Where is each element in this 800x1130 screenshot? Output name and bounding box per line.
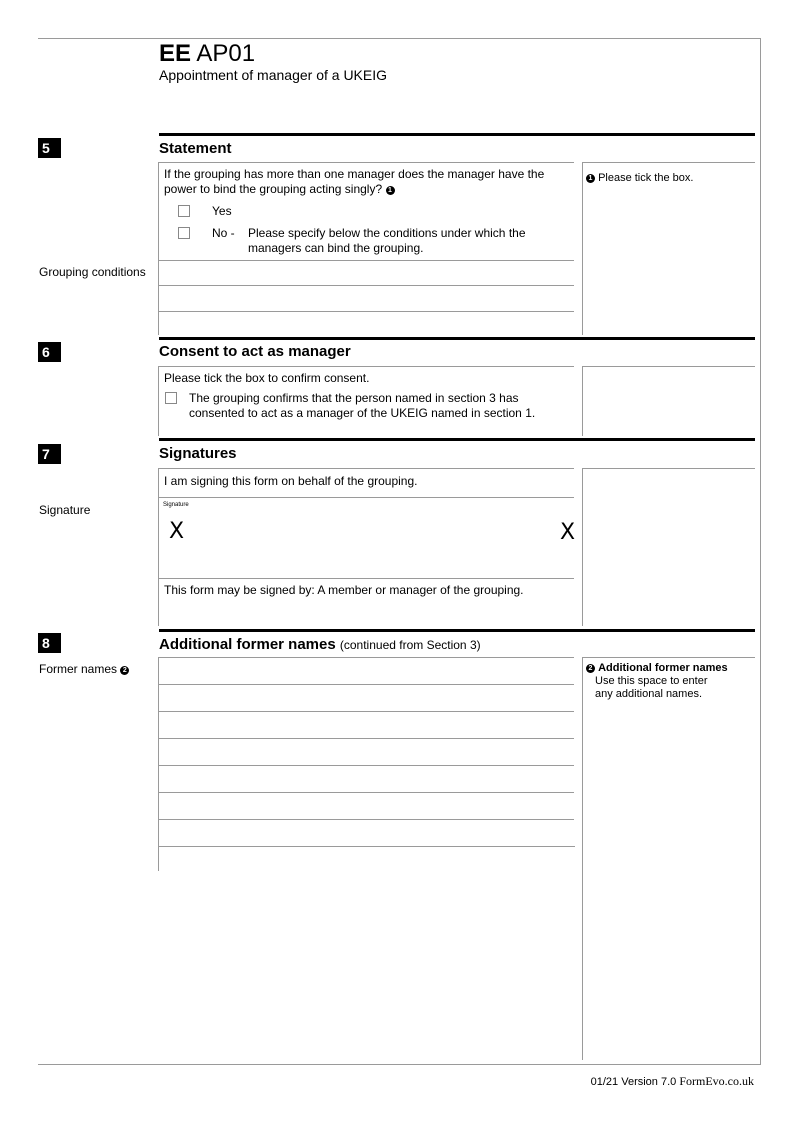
section5-note-rule <box>582 162 755 163</box>
form-code-number: AP01 <box>196 40 256 67</box>
section6-left-rule <box>158 366 159 436</box>
signed-by-text: This form may be signed by: A member or manager of the grouping. <box>164 583 524 597</box>
note-marker-icon: 2 <box>120 666 129 675</box>
section6-rule <box>159 337 755 340</box>
section5-side-note-text: Please tick the box. <box>598 172 694 184</box>
signature-label: Signature <box>39 503 91 517</box>
form-subtitle: Appointment of manager of a UKEIG <box>159 67 388 83</box>
yes-label: Yes <box>212 204 232 218</box>
signed-by-top-rule <box>158 578 574 579</box>
statement-left-rule <box>158 162 159 260</box>
no-checkbox[interactable] <box>178 227 190 239</box>
section6-note-rule <box>582 366 755 367</box>
former-name-field-7[interactable] <box>158 819 574 846</box>
no-label: No - <box>212 226 235 240</box>
section5-note-divider <box>582 162 583 335</box>
signature-small-label: Signature <box>163 502 189 508</box>
section6-title: Consent to act as manager <box>159 343 351 360</box>
former-names-label <box>39 662 129 677</box>
section8-title-suffix: (continued from Section 3) <box>339 638 481 652</box>
grouping-conditions-field-3[interactable] <box>158 311 574 335</box>
former-name-field-5[interactable] <box>158 765 574 792</box>
section5-number: 5 <box>38 138 61 158</box>
note-marker-icon: 1 <box>386 186 395 195</box>
section7-note-divider <box>582 468 583 626</box>
section8-title <box>159 636 481 653</box>
form-code-bold: EE <box>159 40 192 67</box>
right-border <box>760 38 761 1064</box>
section7-rule <box>159 438 755 441</box>
section8-note-rule <box>582 657 755 658</box>
section8-side-note <box>586 662 751 701</box>
former-name-field-3[interactable] <box>158 711 574 738</box>
grouping-conditions-field-2[interactable] <box>158 285 574 311</box>
former-name-field-8[interactable] <box>158 846 575 871</box>
former-name-field-2[interactable] <box>158 684 574 711</box>
section5-question <box>164 167 572 197</box>
section7-title: Signatures <box>159 445 237 462</box>
section5-side-note <box>586 171 751 186</box>
section8-title-text: Additional former names <box>159 636 336 653</box>
signature-field[interactable] <box>158 497 574 578</box>
footer <box>591 1074 754 1089</box>
section8-number: 8 <box>38 633 61 653</box>
section5-rule <box>159 133 755 136</box>
section7-note-rule <box>582 468 755 469</box>
section5-question-text: If the grouping has more than one manager does the manager have the power to bind the grouping acting singly? <box>164 167 545 196</box>
section6-top-rule <box>158 366 574 367</box>
signing-statement: I am signing this form on behalf of the grouping. <box>164 474 418 488</box>
section7-number: 7 <box>38 444 61 464</box>
section8-rule <box>159 629 755 632</box>
section8-note-divider <box>582 657 583 1060</box>
former-names-label-text: Former names <box>39 662 118 676</box>
top-border <box>38 38 761 39</box>
signature-end-x-icon: X <box>560 520 576 545</box>
grouping-conditions-field-1[interactable] <box>158 260 574 285</box>
section8-side-note-line2: any additional names. <box>595 688 703 700</box>
consent-instruction: Please tick the box to confirm consent. <box>164 371 370 385</box>
section8-side-note-title: Additional former names <box>598 662 728 674</box>
consent-confirm-text: The grouping confirms that the person named in section 3 has consented to act as a manager of the UKEIG named in section 1. <box>189 391 536 420</box>
former-name-field-1[interactable] <box>158 657 574 684</box>
section6-number: 6 <box>38 342 61 362</box>
note-marker-icon: 2 <box>586 664 595 673</box>
section7-top-rule <box>158 468 574 469</box>
section6-note-divider <box>582 366 583 436</box>
bottom-border <box>38 1064 761 1065</box>
note-marker-icon: 1 <box>586 174 595 183</box>
footer-brand: FormEvo.co.uk <box>679 1074 754 1088</box>
footer-version: 01/21 Version 7.0 <box>590 1076 677 1088</box>
no-conditions-text: Please specify below the conditions under which the managers can bind the grouping. <box>248 226 526 255</box>
statement-top-rule <box>158 162 574 163</box>
section5-title: Statement <box>159 140 232 157</box>
grouping-conditions-label: Grouping conditions <box>39 265 146 279</box>
section8-side-note-line1: Use this space to enter <box>595 675 708 687</box>
former-name-field-4[interactable] <box>158 738 574 765</box>
consent-checkbox[interactable] <box>165 392 177 404</box>
yes-checkbox[interactable] <box>178 205 190 217</box>
former-name-field-6[interactable] <box>158 792 574 819</box>
form-code <box>159 40 255 68</box>
signature-start-x-icon: X <box>169 519 185 544</box>
